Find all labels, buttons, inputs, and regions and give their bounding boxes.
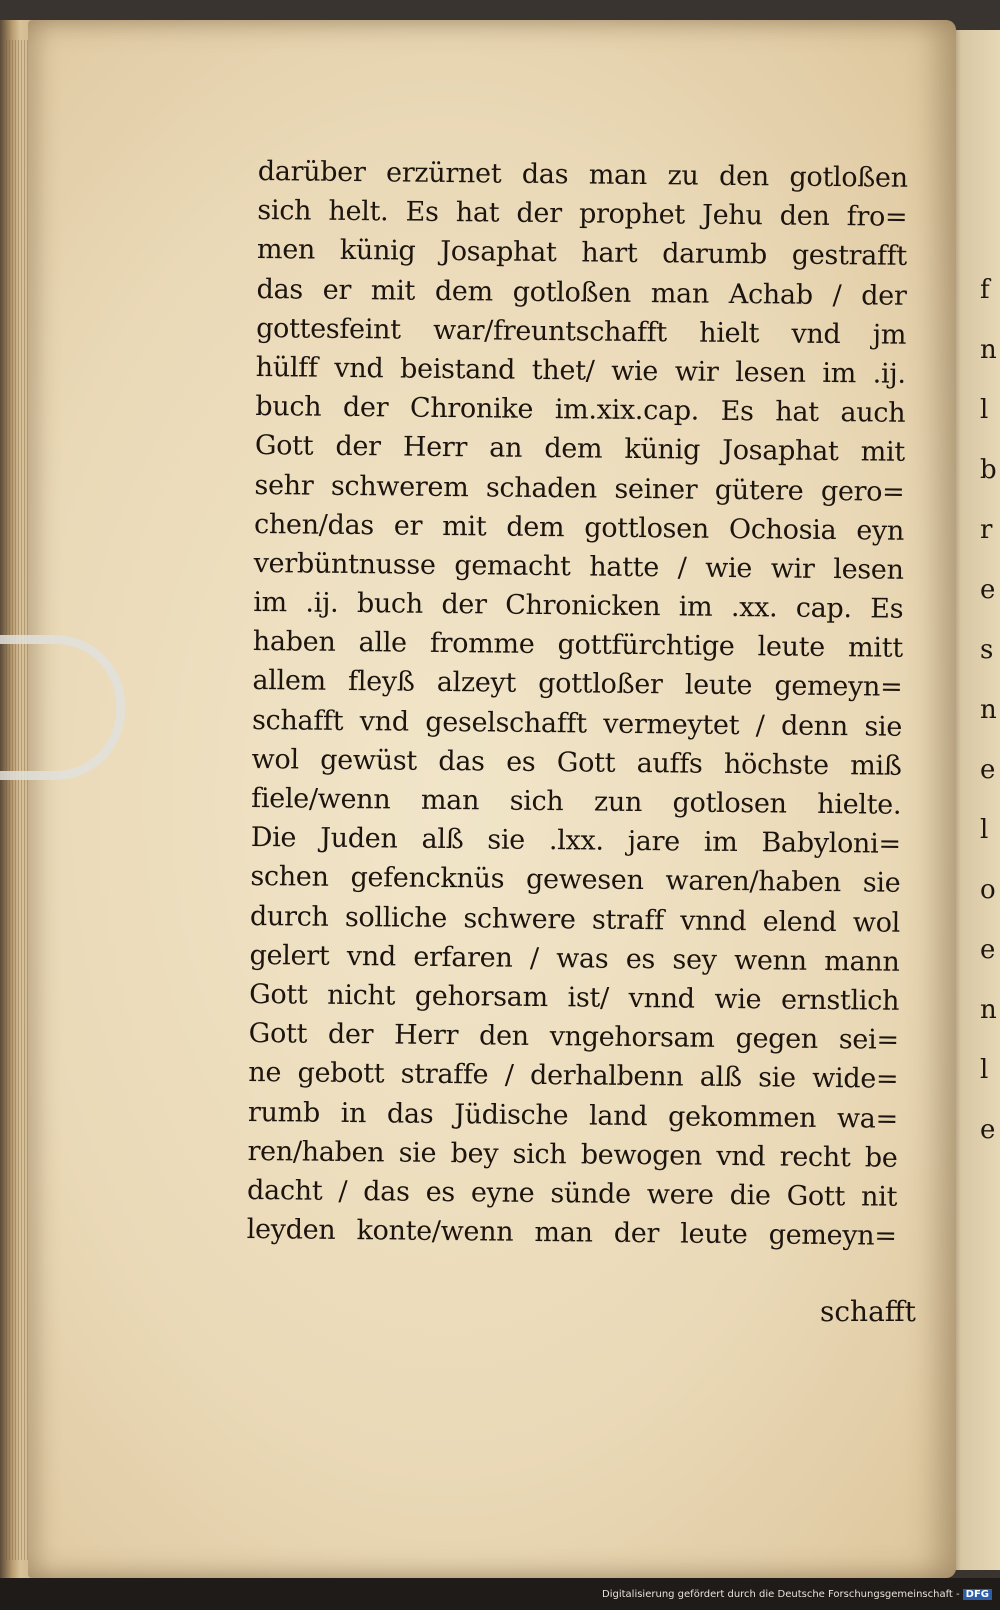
text-line: sich helt. Es hat der prophet Jehu den fro= xyxy=(257,195,908,233)
facing-page-letter: l xyxy=(980,395,989,425)
text-line: wol gewüst das es Gott auffs höchste miß xyxy=(251,743,902,782)
facing-page-letter: n xyxy=(980,695,997,725)
facing-page-letter: l xyxy=(980,1055,989,1085)
facing-page-letter: f xyxy=(980,275,990,305)
page-text-block xyxy=(247,152,908,1256)
page-edge-lines xyxy=(6,40,28,1560)
text-line: haben alle fromme gottfürchtige leute mitt xyxy=(252,626,903,665)
text-line: darüber erzürnet das man zu den gotloßen xyxy=(257,155,908,194)
facing-page-letter: e xyxy=(980,1115,996,1145)
text-line: leyden konte/wenn man der leute gemeyn= xyxy=(246,1214,897,1252)
text-line: schafft vnd geselschafft vermeytet / denn sie xyxy=(251,704,903,743)
text-line: sehr schwerem schaden seiner gütere gero= xyxy=(254,469,905,508)
facing-page-letter: b xyxy=(980,455,997,485)
digitization-credit xyxy=(602,1589,992,1600)
text-line: Die Juden alß sie .lxx. jare im Babyloni= xyxy=(250,822,901,860)
text-line: das er mit dem gotloßen man Achab / der xyxy=(256,273,907,312)
text-line: dacht / das es eyne sünde were die Gott nit xyxy=(246,1174,898,1213)
facing-page-text xyxy=(980,260,1000,1160)
credit-text: Digitalisierung gefördert durch die Deutsche Forschungsgemeinschaft - xyxy=(602,1589,960,1600)
text-line: schen gefencknüs gewesen waren/haben sie xyxy=(250,861,901,900)
text-line: Gott der Herr den vngehorsam gegen sei= xyxy=(248,1018,899,1056)
text-line: gottesfeint war/freuntschafft hielt vnd jm xyxy=(255,312,907,351)
facing-page-letter: s xyxy=(980,635,994,665)
text-line: gelert vnd erfaren / was es sey wenn mann xyxy=(249,939,900,978)
facing-page-letter: o xyxy=(980,875,996,905)
text-line: hülff vnd beistand thet/ wie wir lesen im .ij. xyxy=(255,351,906,390)
text-line: ne gebott straffe / derhalbenn alß sie wide= xyxy=(248,1057,899,1096)
text-line: allem fleyß alzeyt gottloßer leute gemeyn= xyxy=(252,665,903,704)
text-line: rumb in das Jüdische land gekommen wa= xyxy=(247,1096,899,1135)
facing-page-letter: n xyxy=(980,995,997,1025)
text-line: verbüntnusse gemacht hatte / wie wir lesen xyxy=(253,547,904,586)
text-line: Gott nicht gehorsam ist/ vnnd wie ernstlich xyxy=(249,978,900,1017)
facing-page-letter: e xyxy=(980,935,996,965)
text-line: chen/das er mit dem gottlosen Ochosia eyn xyxy=(253,508,905,547)
facing-page-letter: r xyxy=(980,515,993,545)
facing-page-letter: e xyxy=(980,575,996,605)
text-line: durch solliche schwere straff vnnd elend wol xyxy=(249,900,901,939)
facing-page-letter: n xyxy=(980,335,997,365)
text-line: men künig Josaphat hart darumb gestrafft xyxy=(256,234,908,273)
text-line: buch der Chronike im.xix.cap. Es hat auch xyxy=(255,391,906,429)
dfg-logo: DFG xyxy=(963,1589,992,1600)
catchword: schafft xyxy=(820,1295,916,1328)
facing-page-letter: e xyxy=(980,755,996,785)
text-line: im .ij. buch der Chronicken im .xx. cap. Es xyxy=(253,587,904,625)
facing-page-letter: l xyxy=(980,815,989,845)
text-line: ren/haben sie bey sich bewogen vnd recht be xyxy=(247,1135,898,1174)
text-line: Gott der Herr an dem künig Josaphat mit xyxy=(254,430,906,469)
text-line: fiele/wenn man sich zun gotlosen hielte. xyxy=(251,782,902,821)
